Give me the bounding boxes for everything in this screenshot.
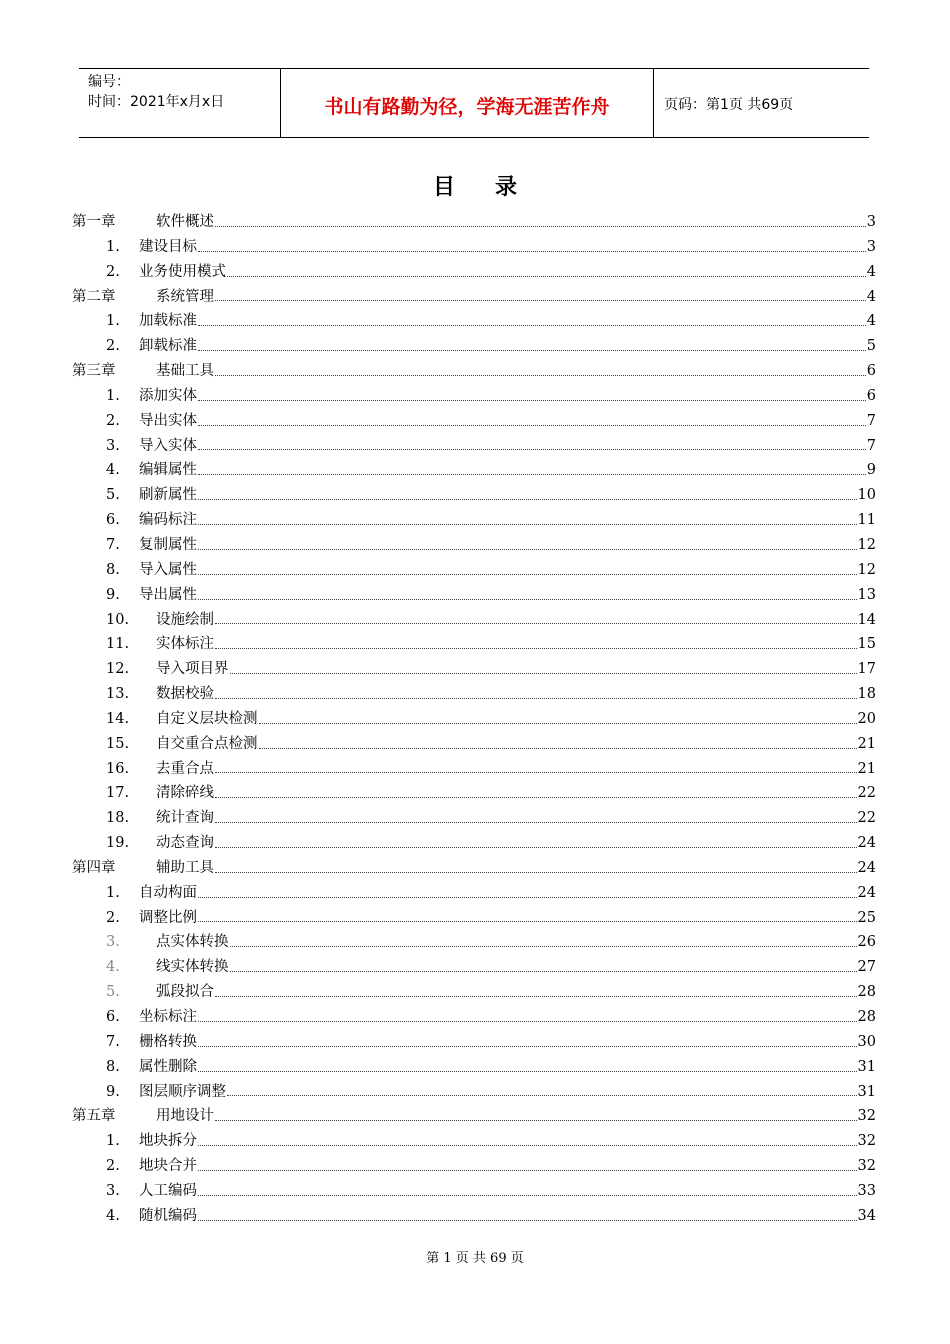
- toc-entry-number: 12.: [106, 661, 130, 678]
- toc-entry-number: 1.: [106, 1133, 120, 1150]
- toc-entry-label: 自交重合点检测: [156, 735, 258, 752]
- page-header: [79, 68, 869, 138]
- toc-entry-page: 33: [857, 1182, 876, 1199]
- toc-section-entry[interactable]: [72, 1030, 876, 1055]
- toc-entry-page: 6: [866, 387, 876, 404]
- toc-entry-label: 自动构面: [139, 884, 197, 901]
- toc-section-entry[interactable]: [72, 1154, 876, 1179]
- toc-chapter-entry[interactable]: [72, 359, 876, 384]
- toc-section-entry[interactable]: [72, 955, 876, 980]
- toc-dot-leader: [198, 458, 866, 483]
- toc-entry-number: 6.: [106, 512, 120, 529]
- toc-dot-leader: [215, 682, 857, 707]
- toc-entry-label: 导入实体: [139, 437, 197, 454]
- toc-entry-label: 卸载标准: [139, 338, 197, 355]
- toc-section-entry[interactable]: [72, 260, 876, 285]
- toc-entry-number: 5.: [106, 984, 120, 1001]
- toc-entry-label: 业务使用模式: [139, 263, 226, 280]
- toc-section-entry[interactable]: [72, 1055, 876, 1080]
- toc-section-entry[interactable]: [72, 707, 876, 732]
- toc-entry-number: 第一章: [72, 214, 116, 230]
- toc-entry-page: 34: [857, 1207, 876, 1224]
- toc-entry-number: 7.: [106, 1033, 120, 1050]
- toc-section-entry[interactable]: [72, 980, 876, 1005]
- toc-entry-number: 9.: [106, 1083, 120, 1100]
- toc-entry-label: 地块拆分: [139, 1133, 197, 1150]
- toc-dot-leader: [198, 483, 857, 508]
- toc-entry-number: 3.: [106, 437, 120, 454]
- toc-entry-number: 1.: [106, 387, 120, 404]
- document-time-label: 时间：2021年x月x日: [88, 94, 225, 110]
- toc-entry-page: 22: [857, 785, 876, 802]
- toc-dot-leader: [227, 1080, 857, 1105]
- toc-entry-label: 设施绘制: [156, 611, 214, 628]
- toc-entry-page: 22: [857, 810, 876, 827]
- toc-section-entry[interactable]: [72, 806, 876, 831]
- toc-entry-label: 添加实体: [139, 387, 197, 404]
- toc-section-entry[interactable]: [72, 608, 876, 633]
- toc-entry-page: 10: [857, 487, 876, 504]
- toc-entry-page: 15: [857, 636, 876, 653]
- toc-entry-page: 3: [866, 214, 876, 230]
- toc-dot-leader: [198, 906, 857, 931]
- toc-entry-label: 加载标准: [139, 313, 197, 330]
- toc-entry-page: 13: [857, 586, 876, 603]
- toc-entry-page: 11: [857, 512, 876, 529]
- toc-chapter-entry[interactable]: [72, 1104, 876, 1129]
- toc-section-entry[interactable]: [72, 1179, 876, 1204]
- toc-dot-leader: [198, 1154, 857, 1179]
- toc-entry-page: 14: [857, 611, 876, 628]
- toc-entry-label: 人工编码: [139, 1182, 197, 1199]
- toc-dot-leader: [259, 707, 857, 732]
- toc-entry-page: 9: [866, 462, 876, 479]
- toc-entry-number: 1.: [106, 313, 120, 330]
- toc-entry-label: 辅助工具: [156, 859, 214, 876]
- toc-entry-label: 实体标注: [156, 636, 214, 653]
- toc-entry-page: 17: [857, 661, 876, 678]
- toc-dot-leader: [198, 558, 857, 583]
- toc-entry-number: 4.: [106, 959, 120, 976]
- toc-dot-leader: [215, 608, 857, 633]
- toc-entry-page: 31: [857, 1083, 876, 1100]
- header-motto: 书山有路勤为径，学海无涯苦作舟: [281, 69, 654, 137]
- toc-entry-page: 4: [866, 313, 876, 330]
- toc-entry-label: 去重合点: [156, 760, 214, 777]
- toc-entry-page: 31: [857, 1058, 876, 1075]
- toc-entry-label: 导出属性: [139, 586, 197, 603]
- toc-entry-page: 20: [857, 710, 876, 727]
- toc-entry-page: 24: [857, 884, 876, 901]
- toc-section-entry[interactable]: [72, 1080, 876, 1105]
- toc-entry-label: 栅格转换: [139, 1033, 197, 1050]
- toc-entry-number: 14.: [106, 710, 130, 727]
- toc-entry-label: 复制属性: [139, 536, 197, 553]
- toc-entry-label: 坐标标注: [139, 1009, 197, 1025]
- toc-dot-leader: [215, 210, 866, 235]
- table-of-contents: [72, 210, 876, 1229]
- toc-dot-leader: [198, 334, 866, 359]
- toc-dot-leader: [198, 384, 866, 409]
- toc-entry-number: 3.: [106, 1182, 120, 1199]
- toc-entry-number: 1.: [106, 884, 120, 901]
- toc-chapter-entry[interactable]: [72, 285, 876, 310]
- toc-section-entry[interactable]: [72, 558, 876, 583]
- toc-entry-number: 13.: [106, 686, 130, 703]
- toc-dot-leader: [230, 955, 857, 980]
- toc-entry-label: 数据校验: [156, 686, 214, 703]
- toc-entry-page: 25: [857, 909, 876, 926]
- toc-entry-page: 32: [857, 1108, 876, 1125]
- toc-entry-label: 点实体转换: [156, 934, 229, 951]
- toc-dot-leader: [198, 1030, 857, 1055]
- toc-entry-page: 12: [857, 536, 876, 553]
- toc-entry-label: 编码标注: [139, 512, 197, 529]
- toc-dot-leader: [227, 260, 866, 285]
- toc-entry-number: 19.: [106, 835, 130, 852]
- toc-entry-label: 弧段拟合: [156, 984, 214, 1001]
- toc-entry-page: 4: [866, 288, 876, 305]
- toc-entry-label: 地块合并: [139, 1158, 197, 1175]
- toc-section-entry[interactable]: [72, 657, 876, 682]
- toc-entry-number: 6.: [106, 1009, 120, 1025]
- toc-entry-page: 3: [866, 238, 876, 255]
- toc-entry-page: 27: [857, 959, 876, 976]
- toc-entry-number: 2.: [106, 909, 120, 926]
- toc-dot-leader: [215, 980, 857, 1005]
- toc-entry-number: 18.: [106, 810, 130, 827]
- toc-entry-number: 8.: [106, 1058, 120, 1075]
- toc-section-entry[interactable]: [72, 533, 876, 558]
- toc-entry-page: 24: [857, 835, 876, 852]
- toc-entry-label: 导入属性: [139, 561, 197, 578]
- toc-dot-leader: [198, 235, 866, 260]
- toc-entry-number: 5.: [106, 487, 120, 504]
- toc-entry-page: 21: [857, 760, 876, 777]
- toc-entry-label: 调整比例: [139, 909, 197, 926]
- toc-section-entry[interactable]: [72, 334, 876, 359]
- toc-entry-page: 26: [857, 934, 876, 951]
- toc-entry-label: 建设目标: [139, 238, 197, 255]
- toc-entry-number: 9.: [106, 586, 120, 603]
- toc-entry-page: 12: [857, 561, 876, 578]
- toc-entry-page: 6: [866, 363, 876, 380]
- toc-dot-leader: [198, 434, 866, 459]
- toc-entry-label: 编辑属性: [139, 462, 197, 479]
- toc-entry-label: 线实体转换: [156, 959, 229, 976]
- toc-entry-page: 30: [857, 1033, 876, 1050]
- toc-entry-label: 统计查询: [156, 810, 214, 827]
- toc-section-entry[interactable]: [72, 831, 876, 856]
- toc-entry-number: 7.: [106, 536, 120, 553]
- toc-entry-label: 用地设计: [156, 1108, 214, 1125]
- toc-entry-label: 导出实体: [139, 412, 197, 429]
- toc-section-entry[interactable]: [72, 881, 876, 906]
- toc-entry-number: 10.: [106, 611, 130, 628]
- toc-dot-leader: [215, 781, 857, 806]
- toc-dot-leader: [215, 632, 857, 657]
- toc-entry-number: 3.: [106, 934, 120, 951]
- toc-section-entry[interactable]: [72, 1129, 876, 1154]
- toc-dot-leader: [198, 409, 866, 434]
- toc-dot-leader: [215, 285, 866, 310]
- toc-entry-page: 18: [857, 686, 876, 703]
- toc-entry-number: 1.: [106, 238, 120, 255]
- toc-section-entry[interactable]: [72, 1005, 876, 1030]
- toc-entry-number: 17.: [106, 785, 130, 802]
- toc-dot-leader: [259, 732, 857, 757]
- toc-entry-page: 7: [866, 437, 876, 454]
- toc-entry-label: 刷新属性: [139, 487, 197, 504]
- toc-entry-number: 2.: [106, 263, 120, 280]
- page-footer: 第 1 页 共 69 页: [426, 1251, 524, 1266]
- toc-dot-leader: [198, 309, 866, 334]
- toc-entry-number: 16.: [106, 760, 130, 777]
- toc-section-entry[interactable]: [72, 434, 876, 459]
- toc-entry-label: 自定义层块检测: [156, 710, 258, 727]
- toc-entry-number: 第四章: [72, 859, 116, 876]
- toc-dot-leader: [198, 1179, 857, 1204]
- toc-entry-label: 图层顺序调整: [139, 1083, 226, 1100]
- toc-dot-leader: [198, 1129, 857, 1154]
- toc-section-entry[interactable]: [72, 757, 876, 782]
- toc-entry-label: 导入项目界: [156, 661, 229, 678]
- toc-entry-page: 4: [866, 263, 876, 280]
- toc-dot-leader: [198, 1055, 857, 1080]
- toc-entry-number: 2.: [106, 338, 120, 355]
- toc-entry-page: 28: [857, 984, 876, 1001]
- toc-section-entry[interactable]: [72, 781, 876, 806]
- toc-entry-page: 28: [857, 1009, 876, 1025]
- toc-section-entry[interactable]: [72, 508, 876, 533]
- toc-dot-leader: [198, 583, 857, 608]
- toc-entry-page: 32: [857, 1158, 876, 1175]
- toc-section-entry[interactable]: [72, 930, 876, 955]
- toc-entry-page: 21: [857, 735, 876, 752]
- toc-section-entry[interactable]: [72, 1204, 876, 1229]
- toc-section-entry[interactable]: [72, 583, 876, 608]
- toc-entry-label: 属性删除: [139, 1058, 197, 1075]
- toc-dot-leader: [198, 508, 857, 533]
- header-meta-cell: [79, 69, 281, 137]
- toc-entry-number: 第二章: [72, 288, 116, 305]
- toc-dot-leader: [198, 533, 857, 558]
- toc-section-entry[interactable]: [72, 458, 876, 483]
- toc-dot-leader: [198, 1204, 857, 1229]
- toc-dot-leader: [230, 657, 857, 682]
- toc-section-entry[interactable]: [72, 632, 876, 657]
- toc-section-entry[interactable]: [72, 483, 876, 508]
- toc-dot-leader: [215, 359, 866, 384]
- toc-dot-leader: [215, 856, 857, 881]
- toc-entry-page: 32: [857, 1133, 876, 1150]
- toc-entry-page: 7: [866, 412, 876, 429]
- toc-dot-leader: [198, 881, 857, 906]
- toc-section-entry[interactable]: [72, 235, 876, 260]
- toc-entry-label: 清除碎线: [156, 785, 214, 802]
- toc-dot-leader: [215, 831, 857, 856]
- toc-chapter-entry[interactable]: [72, 210, 876, 235]
- toc-entry-label: 系统管理: [156, 288, 214, 305]
- toc-entry-label: 软件概述: [156, 214, 214, 230]
- toc-entry-label: 随机编码: [139, 1207, 197, 1224]
- toc-entry-label: 基础工具: [156, 363, 214, 380]
- toc-section-entry[interactable]: [72, 384, 876, 409]
- toc-chapter-entry[interactable]: [72, 856, 876, 881]
- toc-entry-number: 第五章: [72, 1108, 116, 1125]
- toc-section-entry[interactable]: [72, 906, 876, 931]
- toc-section-entry[interactable]: [72, 409, 876, 434]
- toc-dot-leader: [198, 1005, 857, 1030]
- toc-section-entry[interactable]: [72, 682, 876, 707]
- toc-entry-number: 15.: [106, 735, 130, 752]
- document-number-label: 编号：: [88, 74, 130, 90]
- header-page-info: 页码：第1页 共69页: [664, 97, 794, 113]
- toc-entry-number: 8.: [106, 561, 120, 578]
- toc-title: 目录: [432, 175, 557, 200]
- toc-section-entry[interactable]: [72, 732, 876, 757]
- toc-entry-number: 4.: [106, 462, 120, 479]
- toc-entry-label: 动态查询: [156, 835, 214, 852]
- toc-entry-number: 2.: [106, 1158, 120, 1175]
- toc-entry-page: 24: [857, 859, 876, 876]
- toc-dot-leader: [215, 1104, 857, 1129]
- toc-section-entry[interactable]: [72, 309, 876, 334]
- toc-dot-leader: [215, 806, 857, 831]
- toc-entry-number: 11.: [106, 636, 130, 653]
- toc-entry-number: 第三章: [72, 363, 116, 380]
- toc-dot-leader: [230, 930, 857, 955]
- toc-entry-number: 4.: [106, 1207, 120, 1224]
- toc-entry-page: 5: [866, 338, 876, 355]
- toc-entry-number: 2.: [106, 412, 120, 429]
- toc-dot-leader: [215, 757, 857, 782]
